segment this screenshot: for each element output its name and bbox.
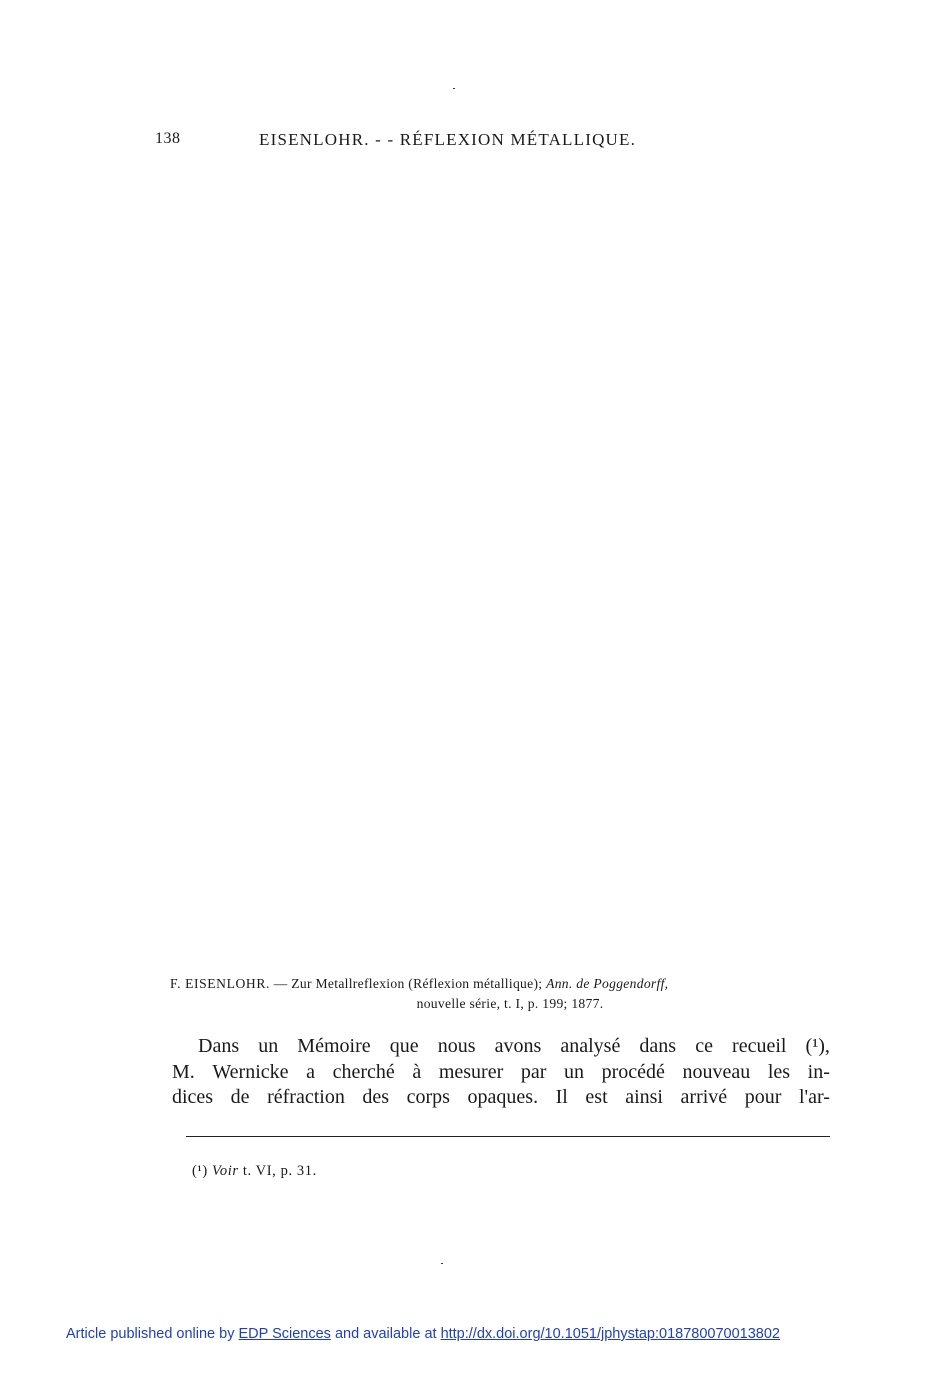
body-word: corps (406, 1086, 450, 1108)
body-word: de (230, 1086, 250, 1108)
body-word: un (564, 1060, 584, 1083)
doi-link[interactable]: http://dx.doi.org/10.1051/jphystap:018780070013802 (440, 1326, 780, 1342)
citation-dash: — (273, 976, 288, 991)
body-line (172, 1085, 830, 1111)
publisher-prefix: Article published online by (66, 1326, 235, 1342)
body-word: les (767, 1060, 791, 1083)
body-word: nouveau (682, 1060, 751, 1083)
citation-details: nouvelle série, t. I, p. 199; 1877. (416, 996, 604, 1011)
body-word: par (520, 1060, 547, 1083)
body-word: Il (555, 1086, 568, 1108)
body-word: l'ar- (798, 1086, 830, 1108)
running-title: EISENLOHR. - - RÉFLEXION MÉTALLIQUE. (259, 130, 637, 149)
body-word: procédé (601, 1060, 665, 1083)
body-word: cherché (332, 1060, 395, 1083)
footnote (192, 1163, 317, 1180)
page-number: 138 (155, 130, 181, 147)
body-word: recueil (732, 1035, 787, 1057)
body-word: ce (695, 1035, 713, 1057)
body-word: Dans (198, 1035, 240, 1057)
body-line (172, 1060, 830, 1086)
scan-speck (453, 88, 455, 89)
article-citation (170, 974, 830, 1014)
body-word: que (389, 1035, 419, 1057)
body-word: est (585, 1086, 608, 1108)
footnote-rule (186, 1136, 830, 1137)
body-word: (¹), (805, 1035, 830, 1057)
body-word: analysé (560, 1035, 621, 1057)
body-word: a (306, 1060, 315, 1083)
body-word: des (362, 1086, 390, 1108)
body-word: M. (172, 1060, 195, 1083)
body-word: arrivé (680, 1086, 728, 1108)
body-word: réfraction (267, 1086, 345, 1108)
body-word: Wernicke (212, 1060, 289, 1083)
citation-author: F. EISENLOHR. (170, 976, 270, 991)
footnote-reference: t. VI, p. 31. (242, 1163, 317, 1179)
citation-title: Zur Metallreflexion (Réflexion métallique); (291, 976, 543, 991)
citation-line (170, 974, 830, 994)
publisher-notice (66, 1326, 866, 1342)
body-word: mesurer (438, 1060, 504, 1083)
body-word: avons (494, 1035, 542, 1057)
body-word: ainsi (625, 1086, 663, 1108)
body-word: in- (807, 1060, 830, 1083)
scan-speck (441, 1263, 443, 1264)
body-word: opaques. (467, 1086, 539, 1108)
body-word: nous (437, 1035, 476, 1057)
footnote-marker: (¹) (192, 1163, 208, 1179)
publisher-link[interactable]: EDP Sciences (238, 1326, 331, 1342)
body-word: Mémoire (297, 1035, 371, 1057)
body-paragraph (172, 1034, 830, 1111)
body-word: un (258, 1035, 279, 1057)
body-word: dans (639, 1035, 677, 1057)
running-head (155, 128, 715, 152)
body-word: à (412, 1060, 422, 1083)
citation-journal: Ann. de Poggendorff, (546, 976, 669, 991)
body-word: dices (172, 1086, 214, 1108)
body-line (172, 1034, 830, 1060)
body-word: pour (744, 1086, 782, 1108)
footnote-voir: Voir (212, 1163, 239, 1179)
publisher-middle: and available at (334, 1326, 437, 1342)
